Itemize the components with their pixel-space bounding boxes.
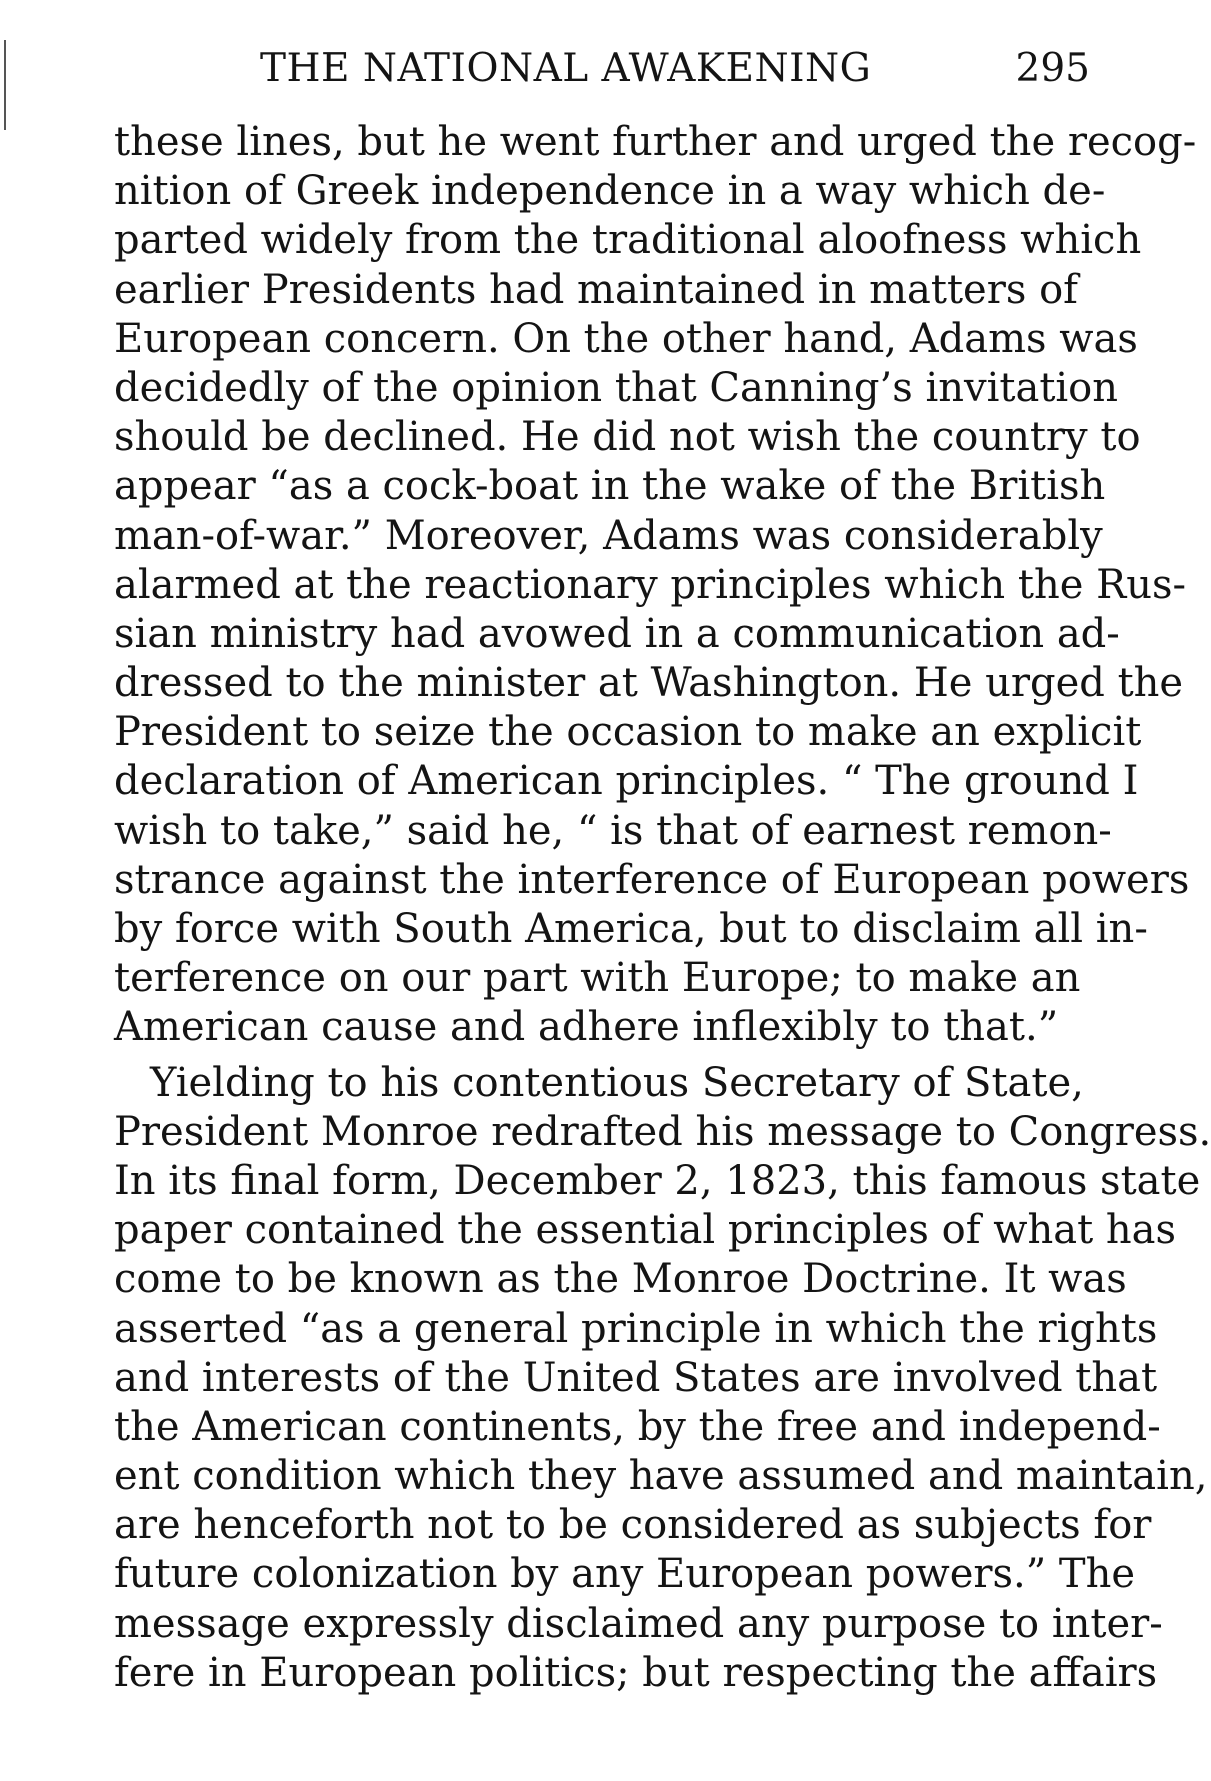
text-line: strance against the interference of European powers bbox=[114, 856, 1190, 903]
text-line: are henceforth not to be considered as subjects for bbox=[114, 1502, 1152, 1549]
text-line: and interests of the United States are involved that bbox=[114, 1354, 1158, 1401]
text-line: fere in European politics; but respecting the affairs bbox=[114, 1649, 1158, 1696]
text-line: wish to take,” said he, “ is that of earnest remon- bbox=[114, 807, 1112, 854]
text-line: sian ministry had avowed in a communication ad- bbox=[114, 610, 1120, 657]
text-line: declaration of American principles. “ The ground I bbox=[114, 758, 1139, 805]
text-line: the American continents, by the free and independ- bbox=[114, 1403, 1161, 1450]
text-line: come to be known as the Monroe Doctrine. It was bbox=[114, 1256, 1127, 1303]
page-header bbox=[120, 40, 1090, 104]
text-line: earlier Presidents had maintained in matters of bbox=[114, 266, 1078, 313]
paragraph bbox=[114, 1059, 1211, 1698]
text-line: asserted “as a general principle in which the rights bbox=[114, 1305, 1158, 1352]
text-line: paper contained the essential principles of what has bbox=[114, 1207, 1177, 1254]
paragraph bbox=[114, 118, 1197, 1053]
text-line: alarmed at the reactionary principles which the Rus- bbox=[114, 561, 1187, 608]
text-line: President Monroe redrafted his message to Congress. bbox=[114, 1108, 1211, 1155]
text-line: nition of Greek independence in a way which de- bbox=[114, 168, 1106, 215]
text-line: ent condition which they have assumed and maintain, bbox=[114, 1453, 1208, 1500]
text-line: man-of-war.” Moreover, Adams was considerably bbox=[114, 512, 1103, 559]
text-line: parted widely from the traditional aloofness which bbox=[114, 217, 1142, 264]
text-line: by force with South America, but to disclaim all in- bbox=[114, 906, 1148, 952]
body-text bbox=[114, 118, 1211, 1698]
edge-mark bbox=[4, 40, 6, 130]
text-line: In its final form, December 2, 1823, this famous state bbox=[114, 1157, 1201, 1204]
text-line: these lines, but he went further and urged the recog- bbox=[114, 119, 1197, 165]
text-line: American cause and adhere inflexibly to that.” bbox=[114, 1004, 1059, 1051]
page-edge-marks bbox=[0, 0, 14, 1781]
text-line: appear “as a cock-boat in the wake of the British bbox=[114, 463, 1106, 510]
text-line: decidedly of the opinion that Canning’s invitation bbox=[114, 364, 1119, 411]
text-line: message expressly disclaimed any purpose to inter- bbox=[114, 1600, 1163, 1647]
text-line: dressed to the minister at Washington. He urged the bbox=[114, 660, 1184, 707]
running-title: THE NATIONAL AWAKENING bbox=[260, 46, 872, 91]
text-line: future colonization by any European powers.” The bbox=[114, 1551, 1136, 1598]
text-line: should be declined. He did not wish the country to bbox=[114, 414, 1141, 461]
text-line: European concern. On the other hand, Adams was bbox=[114, 315, 1138, 362]
text-line: terference on our part with Europe; to make an bbox=[114, 955, 1081, 1002]
page-number: 295 bbox=[1015, 46, 1090, 91]
text-line: President to seize the occasion to make an explicit bbox=[114, 709, 1142, 756]
text-line: Yielding to his contentious Secretary of State, bbox=[150, 1059, 1084, 1106]
